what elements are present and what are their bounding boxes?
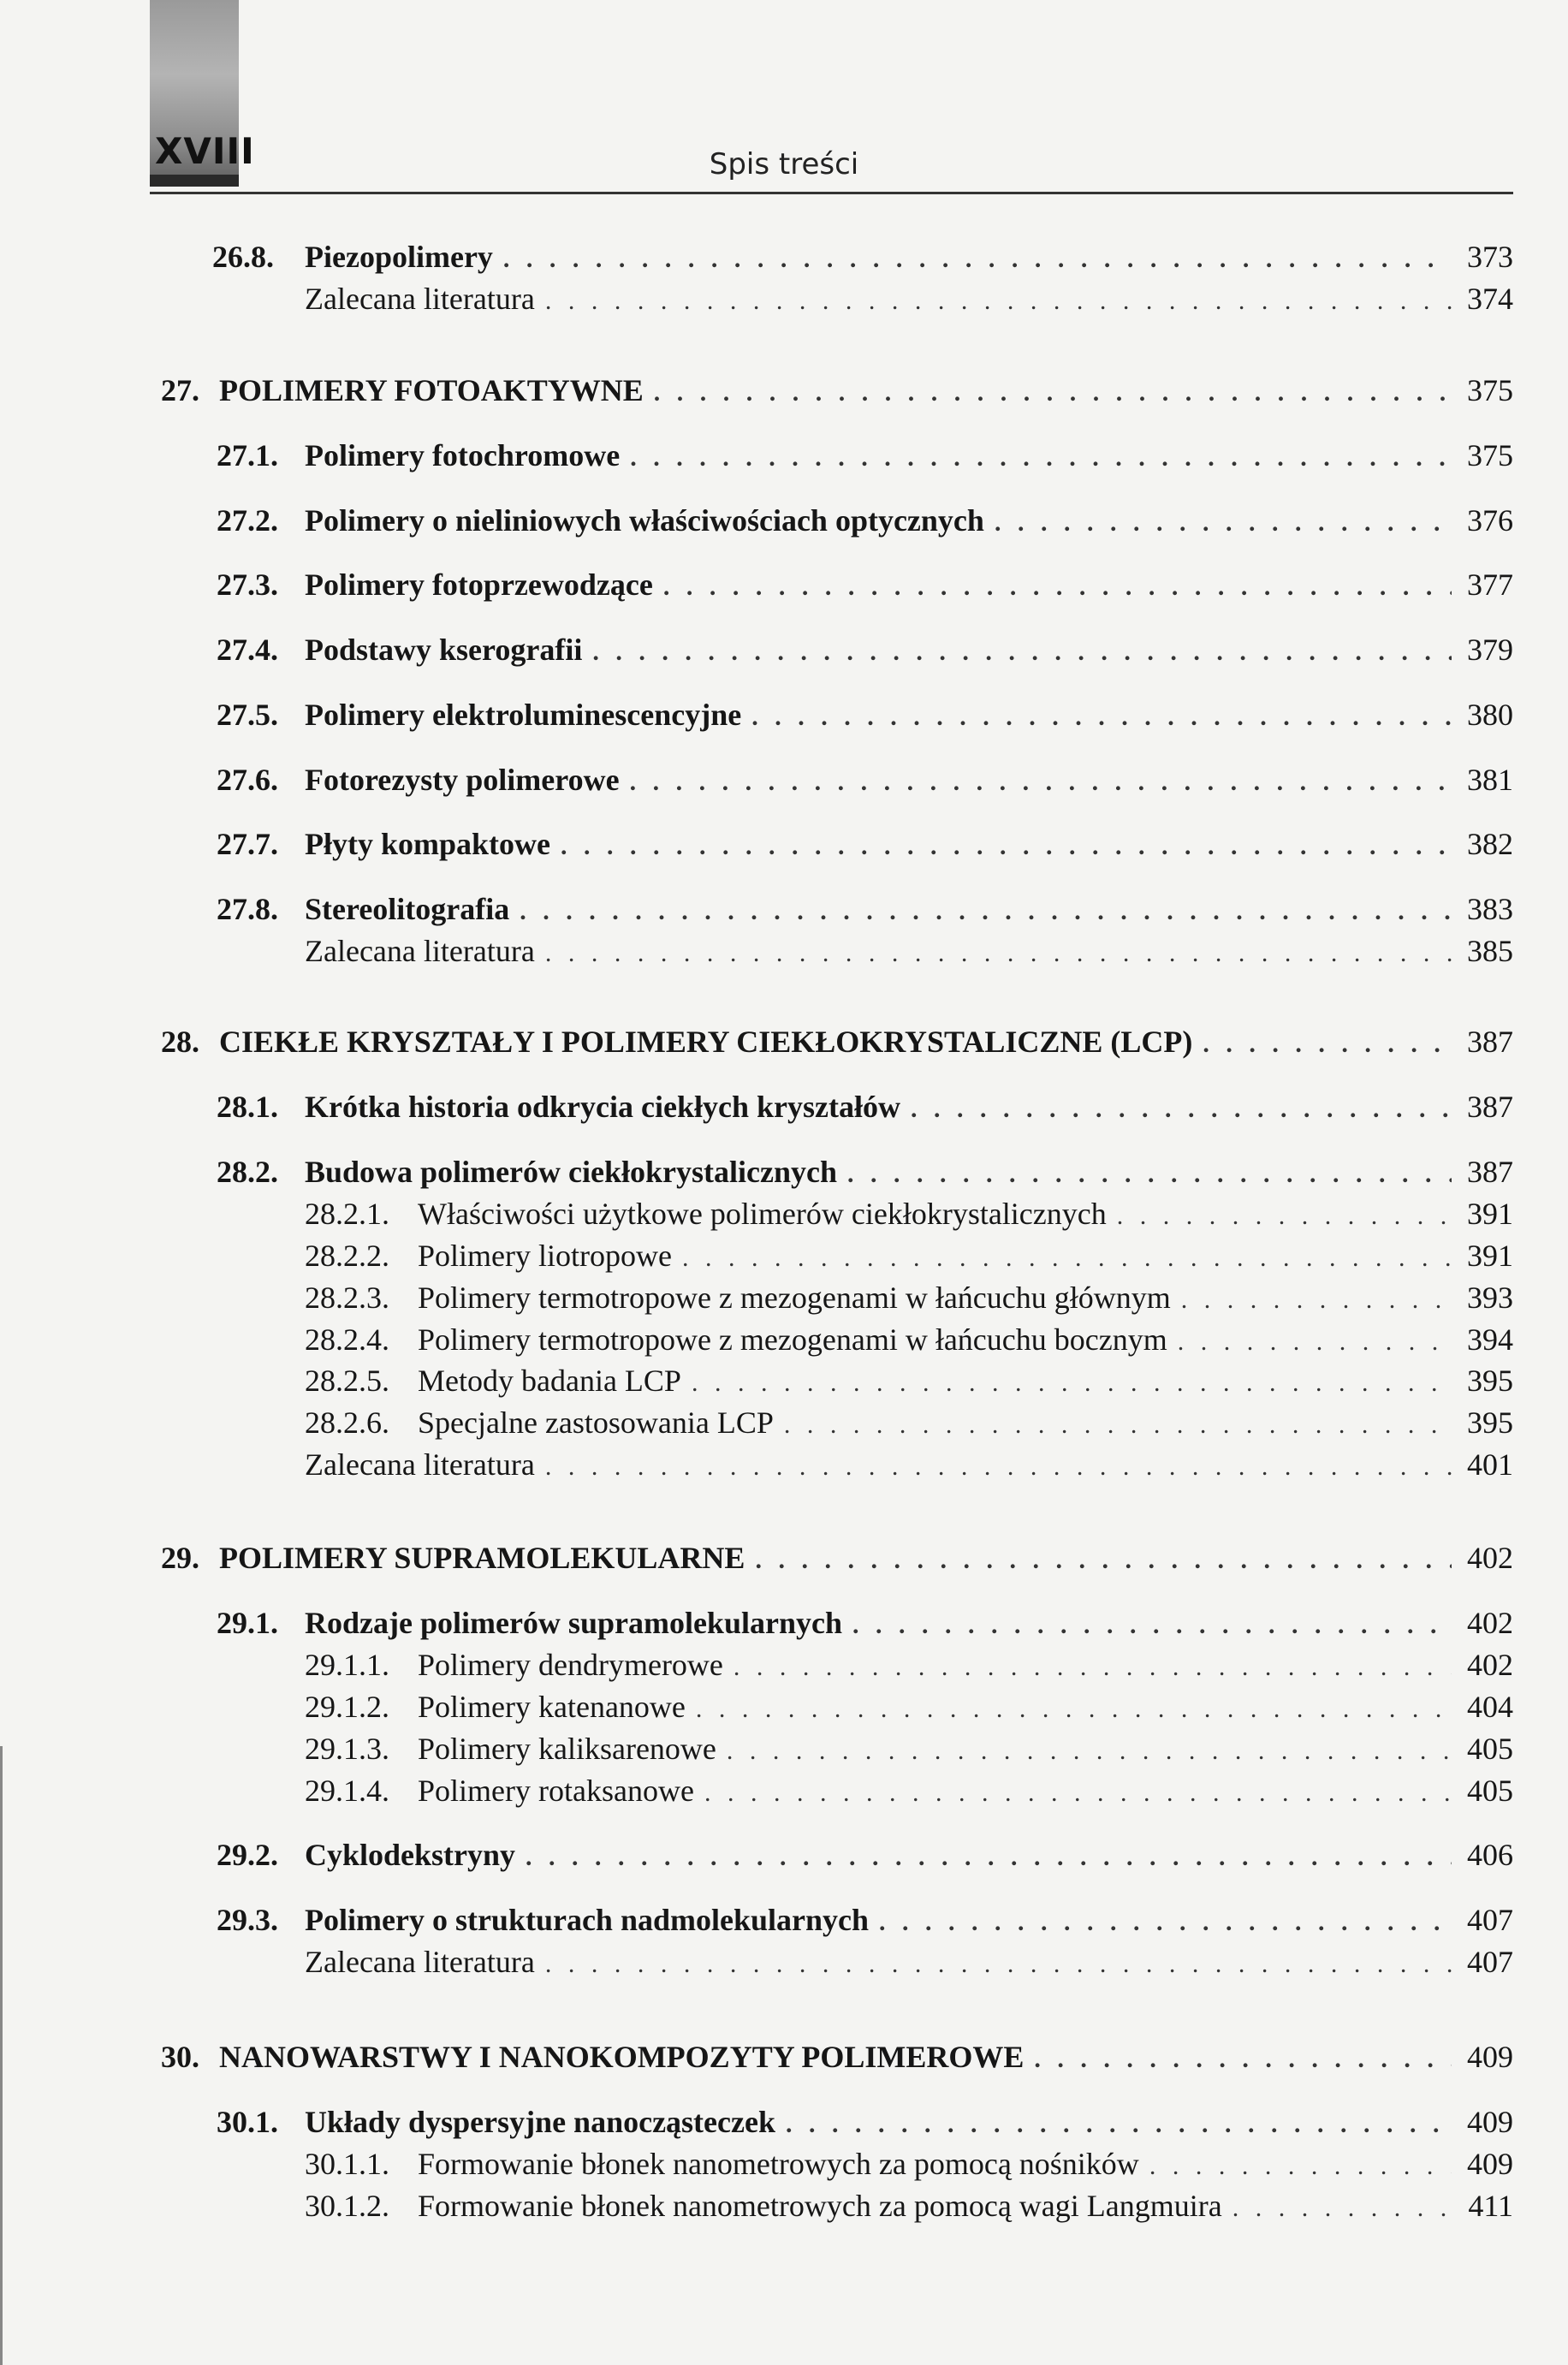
toc-number: 27.2. <box>217 503 278 538</box>
toc-title: Metody badania LCP <box>418 1364 681 1398</box>
toc-page-number: 375 <box>1467 373 1513 407</box>
toc-title: Polimery o strukturach nadmolekularnych <box>305 1903 870 1937</box>
toc-number: 28.2.4. <box>305 1322 389 1357</box>
toc-leader-dots <box>654 372 1452 413</box>
toc-page-number: 409 <box>1467 2147 1513 2181</box>
toc-page-number: 402 <box>1467 1648 1513 1682</box>
toc-leader-dots <box>734 1647 1452 1688</box>
toc-section-entry <box>217 1151 1513 1192</box>
toc-title: Polimery o nieliniowych właściwościach optycznych <box>305 503 984 538</box>
toc-subsection-entry <box>305 1193 1513 1234</box>
toc-title: Polimery fotochromowe <box>305 438 621 472</box>
toc-title: Układy dyspersyjne nanocząsteczek <box>305 2105 775 2139</box>
toc-title: Polimery termotropowe z mezogenami w łańcuchu głównym <box>418 1281 1171 1315</box>
toc-section-entry <box>217 2101 1513 2142</box>
toc-number: 28.2.3. <box>305 1281 389 1315</box>
running-header-title: Spis treści <box>709 147 859 181</box>
toc-leader-dots <box>751 697 1452 738</box>
toc-title: Budowa polimerów ciekłokrystalicznych <box>305 1155 837 1189</box>
toc-title: Zalecana literatura <box>305 1945 535 1979</box>
toc-page-number: 377 <box>1467 567 1513 602</box>
toc-title: Fotorezysty polimerowe <box>305 763 620 797</box>
toc-page-number: 405 <box>1467 1774 1513 1808</box>
toc-title: NANOWARSTWY I NANOKOMPOZYTY POLIMEROWE <box>219 2040 1025 2074</box>
toc-title: Zalecana literatura <box>305 934 535 968</box>
toc-subsection-entry <box>305 1235 1513 1276</box>
toc-leader-dots <box>847 1154 1452 1195</box>
toc-subsection-entry <box>305 1686 1513 1727</box>
toc-section-entry <box>217 888 1513 930</box>
toc-number: 27.8. <box>217 892 278 926</box>
toc-number: 29.1.4. <box>305 1774 389 1808</box>
toc-title: Formowanie błonek nanometrowych za pomocą wagi Langmuira <box>418 2189 1222 2223</box>
toc-leader-dots <box>1117 1196 1452 1237</box>
toc-reading-entry <box>305 278 1513 319</box>
toc-title: Zalecana literatura <box>305 282 535 316</box>
toc-number: 27.4. <box>217 633 278 667</box>
toc-title: Polimery dendrymerowe <box>418 1648 723 1682</box>
toc-title: Polimery kaliksarenowe <box>418 1732 716 1766</box>
toc-number: 30. <box>161 2040 199 2074</box>
toc-subsection-entry <box>305 1319 1513 1360</box>
toc-page-number: 395 <box>1467 1405 1513 1440</box>
toc-title: Polimery katenanowe <box>418 1690 686 1724</box>
toc-number: 30.1.2. <box>305 2189 389 2223</box>
toc-page-number: 381 <box>1467 763 1513 797</box>
toc-section-entry <box>217 823 1513 865</box>
toc-section-entry <box>217 1602 1513 1643</box>
toc-leader-dots <box>520 891 1452 932</box>
toc-section-entry <box>217 1899 1513 1940</box>
toc-subsection-entry <box>305 1277 1513 1318</box>
header-rule <box>150 192 1513 194</box>
toc-page-number: 375 <box>1467 438 1513 472</box>
toc-title: Polimery termotropowe z mezogenami w łańcuchu bocznym <box>418 1322 1167 1357</box>
toc-leader-dots <box>545 1944 1452 1985</box>
toc-leader-dots <box>784 1405 1452 1446</box>
toc-title: Rodzaje polimerów supramolekularnych <box>305 1606 842 1640</box>
toc-title: Formowanie błonek nanometrowych za pomocą nośników <box>418 2147 1139 2181</box>
toc-leader-dots <box>503 239 1452 280</box>
toc-reading-entry <box>305 930 1513 972</box>
toc-leader-dots <box>696 1689 1452 1730</box>
toc-page-number: 394 <box>1467 1322 1513 1357</box>
toc-title: Płyty kompaktowe <box>305 827 550 861</box>
toc-number: 28.2.5. <box>305 1364 389 1398</box>
toc-subsection-entry <box>305 1644 1513 1685</box>
toc-leader-dots <box>1034 2039 1452 2080</box>
toc-chapter-entry <box>161 1537 1513 1578</box>
toc-page-number: 387 <box>1467 1025 1513 1059</box>
toc-section-entry <box>217 629 1513 670</box>
toc-page-number: 411 <box>1468 2189 1513 2223</box>
toc-title: Specjalne zastosowania LCP <box>418 1405 774 1440</box>
toc-title: Podstawy kserografii <box>305 633 583 667</box>
toc-page-number: 409 <box>1467 2105 1513 2139</box>
toc-title: Właściwości użytkowe polimerów ciekłokrystalicznych <box>418 1197 1107 1231</box>
toc-leader-dots <box>663 567 1452 608</box>
toc-number: 28.2. <box>217 1155 278 1189</box>
toc-number: 27.6. <box>217 763 278 797</box>
toc-section-entry <box>217 694 1513 735</box>
toc-number: 29. <box>161 1541 199 1575</box>
toc-section-entry <box>217 564 1513 605</box>
toc-leader-dots <box>545 281 1452 322</box>
toc-number: 29.3. <box>217 1903 278 1937</box>
toc-page-number: 382 <box>1467 827 1513 861</box>
toc-leader-dots <box>692 1363 1452 1404</box>
toc-page-number: 376 <box>1467 503 1513 538</box>
toc-section-entry <box>212 236 1513 277</box>
toc-leader-dots <box>755 1540 1452 1581</box>
toc-leader-dots <box>879 1902 1452 1943</box>
toc-leader-dots <box>995 502 1452 544</box>
toc-title: CIEKŁE KRYSZTAŁY I POLIMERY CIEKŁOKRYSTALICZNE (LCP) <box>219 1025 1193 1059</box>
toc-leader-dots <box>852 1605 1452 1646</box>
toc-number: 30.1.1. <box>305 2147 389 2181</box>
toc-chapter-entry <box>161 2036 1513 2077</box>
toc-page-number: 404 <box>1467 1690 1513 1724</box>
toc-page-number: 407 <box>1467 1903 1513 1937</box>
toc-number: 28. <box>161 1025 199 1059</box>
toc-number: 29.2. <box>217 1838 278 1872</box>
toc-page-number: 405 <box>1467 1732 1513 1766</box>
toc-page-number: 401 <box>1467 1447 1513 1482</box>
toc-title: Piezopolimery <box>305 240 493 274</box>
toc-leader-dots <box>1178 1322 1452 1363</box>
toc-page-number: 402 <box>1467 1541 1513 1575</box>
toc-number: 29.1.2. <box>305 1690 389 1724</box>
toc-title: POLIMERY FOTOAKTYWNE <box>219 373 644 407</box>
toc-title: POLIMERY SUPRAMOLEKULARNE <box>219 1541 745 1575</box>
toc-number: 29.1. <box>217 1606 278 1640</box>
toc-title: Polimery rotaksanowe <box>418 1774 694 1808</box>
toc-subsection-entry <box>305 2143 1513 2184</box>
toc-leader-dots <box>727 1731 1452 1772</box>
toc-page-number: 407 <box>1467 1945 1513 1979</box>
toc-reading-entry <box>305 1941 1513 1982</box>
toc-page-number: 402 <box>1467 1606 1513 1640</box>
toc-leader-dots <box>786 2104 1452 2145</box>
toc-number: 29.1.3. <box>305 1732 389 1766</box>
toc-page-number: 380 <box>1467 698 1513 732</box>
toc-title: Zalecana literatura <box>305 1447 535 1482</box>
toc-subsection-entry <box>305 1402 1513 1443</box>
toc-number: 27.7. <box>217 827 278 861</box>
toc-title: Polimery fotoprzewodzące <box>305 567 653 602</box>
toc-page-number: 374 <box>1467 282 1513 316</box>
toc-page-number: 383 <box>1467 892 1513 926</box>
toc-number: 27.3. <box>217 567 278 602</box>
toc-page-number: 385 <box>1467 934 1513 968</box>
toc-subsection-entry <box>305 1770 1513 1811</box>
toc-title: Krótka historia odkrycia ciekłych kryształów <box>305 1090 900 1124</box>
toc-page-number: 395 <box>1467 1364 1513 1398</box>
toc-number: 28.2.6. <box>305 1405 389 1440</box>
toc-subsection-entry <box>305 2185 1513 2226</box>
toc-chapter-entry <box>161 370 1513 411</box>
toc-page-number: 393 <box>1467 1281 1513 1315</box>
toc-leader-dots <box>630 437 1452 478</box>
page-edge-shadow <box>0 1746 3 2365</box>
toc-reading-entry <box>305 1444 1513 1485</box>
page-number-label: XVIII <box>155 130 255 172</box>
toc-leader-dots <box>1149 2146 1452 2187</box>
toc-number: 28.2.2. <box>305 1239 389 1273</box>
toc-number: 27. <box>161 373 199 407</box>
toc-title: Polimery liotropowe <box>418 1239 672 1273</box>
toc-page-number: 373 <box>1467 240 1513 274</box>
toc-number: 27.5. <box>217 698 278 732</box>
toc-title: Cyklodekstryny <box>305 1838 516 1872</box>
toc-page-number: 387 <box>1467 1155 1513 1189</box>
toc-number: 26.8. <box>212 240 274 274</box>
toc-leader-dots <box>911 1089 1452 1130</box>
toc-leader-dots <box>561 826 1452 867</box>
toc-leader-dots <box>1181 1280 1452 1321</box>
toc-page-number: 406 <box>1467 1838 1513 1872</box>
toc-number: 27.1. <box>217 438 278 472</box>
toc-page-number: 409 <box>1467 2040 1513 2074</box>
toc-leader-dots <box>1203 1024 1452 1065</box>
toc-page-number: 379 <box>1467 633 1513 667</box>
toc-page-number: 387 <box>1467 1090 1513 1124</box>
toc-section-entry <box>217 500 1513 541</box>
toc-leader-dots <box>526 1837 1452 1878</box>
toc-subsection-entry <box>305 1360 1513 1401</box>
toc-title: Stereolitografia <box>305 892 510 926</box>
toc-number: 30.1. <box>217 2105 278 2139</box>
toc-page-number: 391 <box>1467 1197 1513 1231</box>
toc-chapter-entry <box>161 1021 1513 1062</box>
toc-section-entry <box>217 435 1513 476</box>
toc-number: 28.2.1. <box>305 1197 389 1231</box>
toc-leader-dots <box>545 1447 1452 1488</box>
toc-leader-dots <box>682 1238 1452 1279</box>
toc-leader-dots <box>545 933 1452 974</box>
toc-leader-dots <box>1232 2188 1452 2229</box>
toc-leader-dots <box>592 632 1452 673</box>
toc-leader-dots <box>704 1773 1452 1814</box>
toc-number: 28.1. <box>217 1090 278 1124</box>
toc-section-entry <box>217 1086 1513 1127</box>
toc-leader-dots <box>630 762 1452 803</box>
toc-number: 29.1.1. <box>305 1648 389 1682</box>
toc-page-number: 391 <box>1467 1239 1513 1273</box>
toc-section-entry <box>217 1834 1513 1875</box>
toc-section-entry <box>217 759 1513 800</box>
toc-title: Polimery elektroluminescencyjne <box>305 698 742 732</box>
toc-subsection-entry <box>305 1728 1513 1769</box>
